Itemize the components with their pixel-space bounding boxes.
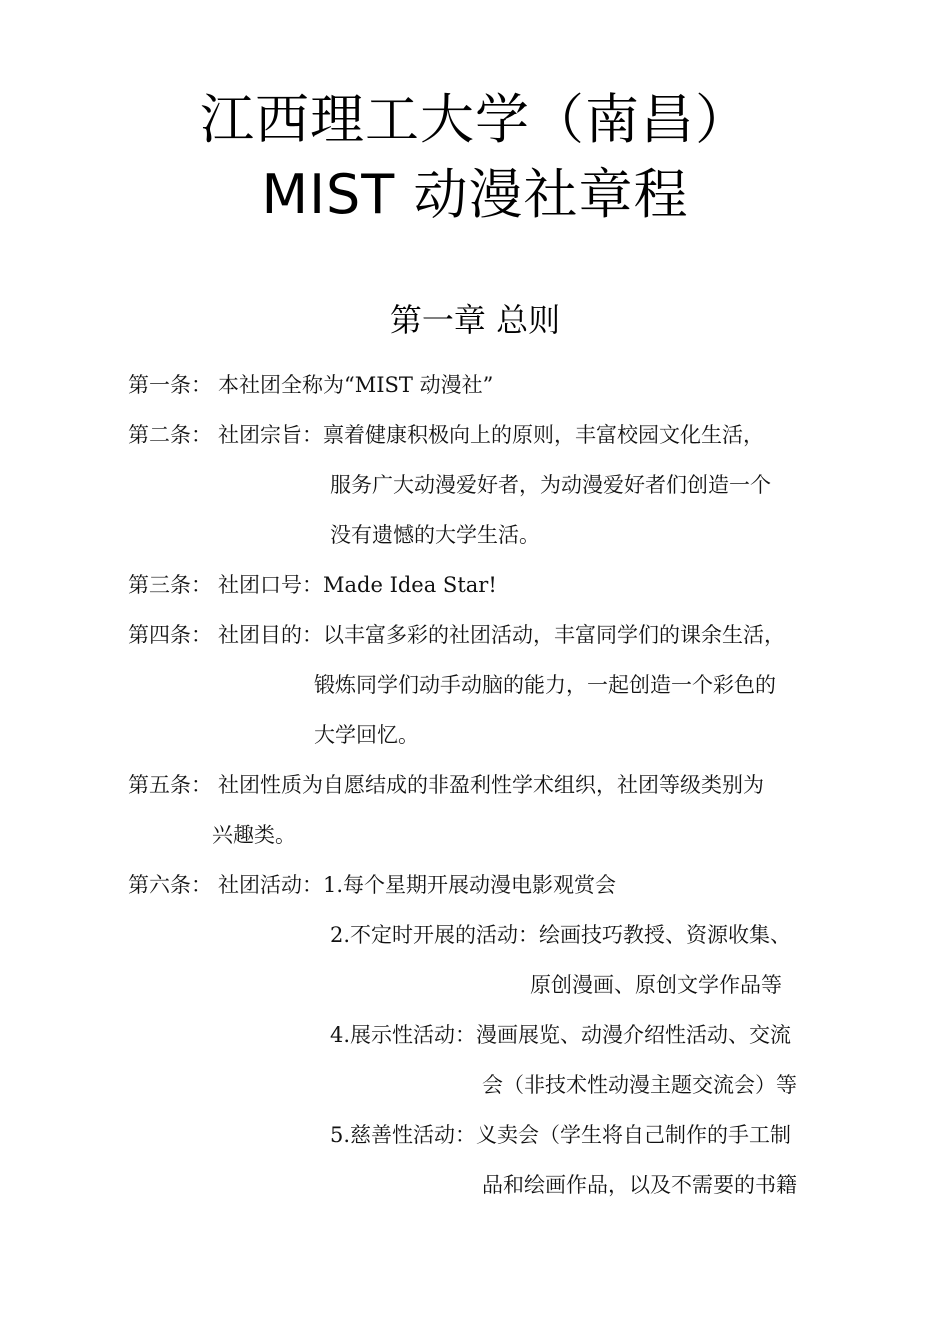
article-4-text-2: 锻炼同学们动手动脑的能力，一起创造一个彩色的 [314, 673, 776, 697]
article-2-text-2: 服务广大动漫爱好者，为动漫爱好者们创造一个 [330, 473, 771, 497]
article-4-text-1: 社团目的：以丰富多彩的社团活动，丰富同学们的课余生活， [218, 623, 785, 647]
article-6-text-1: 社团活动：1.每个星期开展动漫电影观赏会 [218, 873, 617, 897]
article-2-text-3: 没有遗憾的大学生活。 [330, 523, 540, 547]
article-5-text-2: 兴趣类。 [212, 823, 296, 847]
article-5-text-1: 社团性质为自愿结成的非盈利性学术组织，社团等级类别为 [218, 773, 764, 797]
article-6-item-5-line-2: 品和绘画作品，以及不需要的书籍 [482, 1173, 797, 1197]
article-6-item-5-line-1: 5.慈善性活动：义卖会（学生将自己制作的手工制 [330, 1123, 792, 1147]
document-title-line-2: MIST 动漫社章程 [261, 163, 689, 226]
article-1-text: 本社团全称为“MIST 动漫社” [218, 373, 494, 397]
article-4-label: 第四条： [128, 623, 212, 647]
article-4-text-3: 大学回忆。 [314, 723, 419, 747]
article-6-label: 第六条： [128, 873, 212, 897]
article-3-text: 社团口号：Made Idea Star! [218, 573, 497, 597]
article-6-item-2-line-2: 原创漫画、原创文学作品等 [530, 973, 782, 997]
article-3-label: 第三条： [128, 573, 212, 597]
article-5-label: 第五条： [128, 773, 212, 797]
chapter-heading: 第一章 总则 [389, 301, 561, 339]
article-2-label: 第二条： [128, 423, 212, 447]
article-6-item-4-line-2: 会（非技术性动漫主题交流会）等 [482, 1073, 797, 1097]
document-title-line-1: 江西理工大学（南昌） [200, 88, 750, 151]
article-2-text-1: 社团宗旨：禀着健康积极向上的原则，丰富校园文化生活， [218, 423, 764, 447]
article-1-label: 第一条： [128, 373, 212, 397]
article-6-item-2-line-1: 2.不定时开展的活动：绘画技巧教授、资源收集、 [330, 923, 792, 947]
article-6-item-4-line-1: 4.展示性活动：漫画展览、动漫介绍性活动、交流 [330, 1023, 792, 1047]
